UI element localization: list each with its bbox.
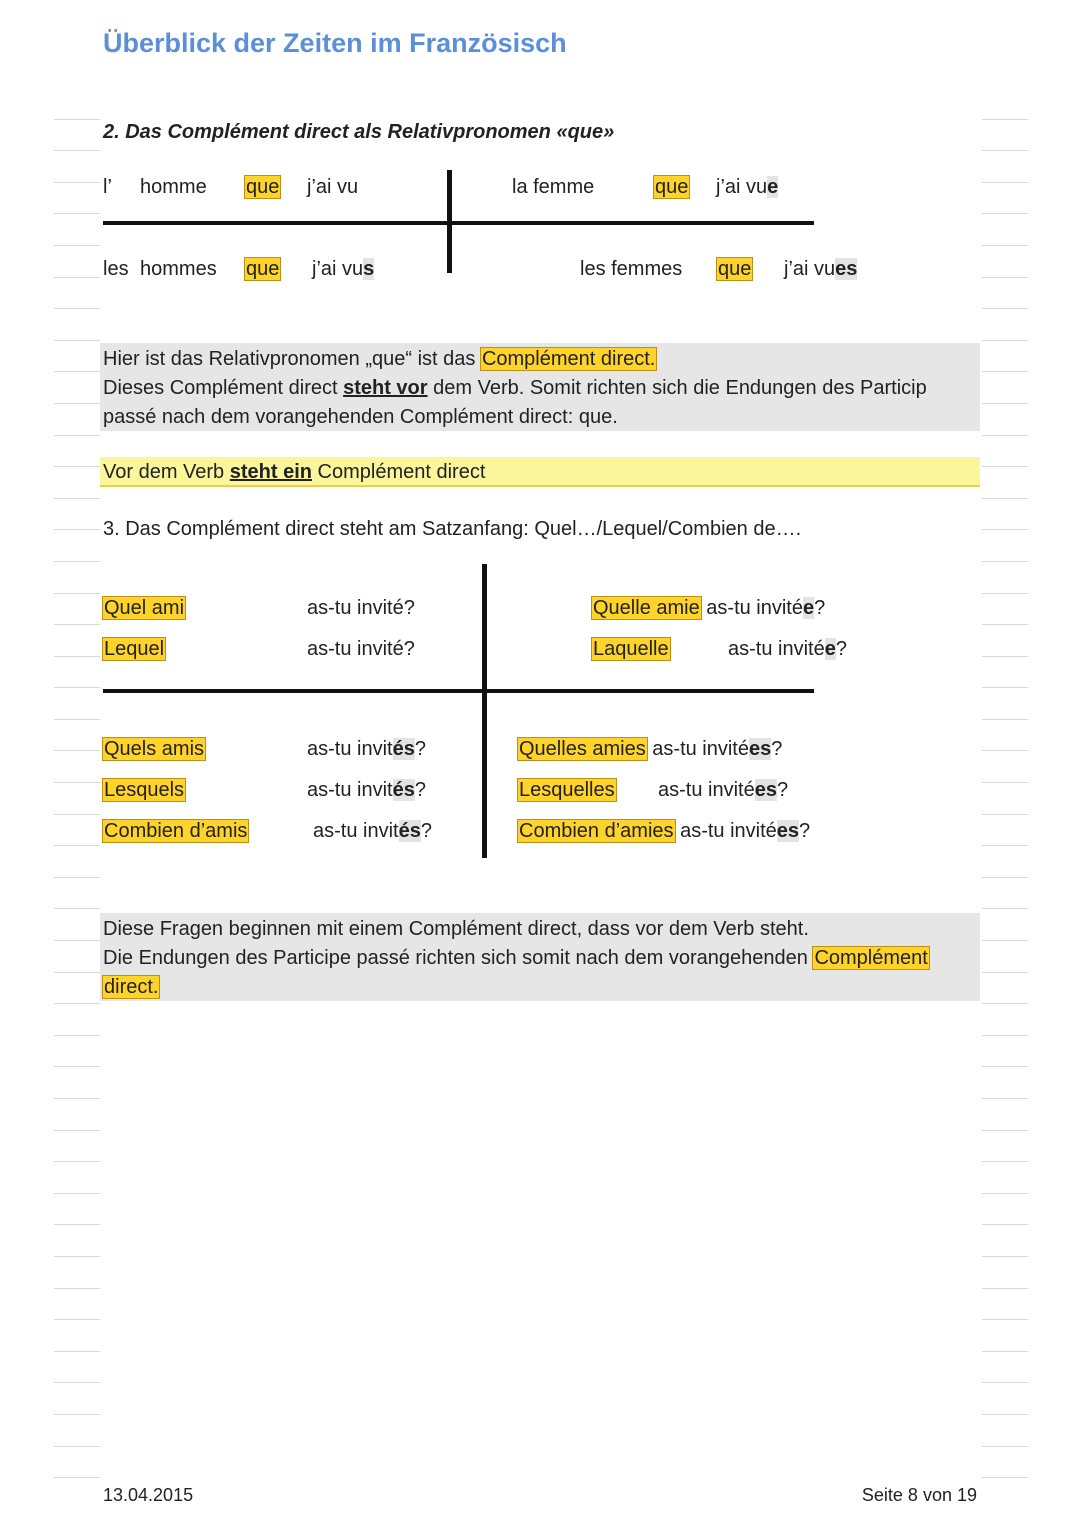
margin-rule-line	[982, 499, 1028, 531]
word-quel-ami: Quel ami	[104, 597, 185, 619]
margin-rule-line	[982, 815, 1028, 847]
margin-rule-line	[982, 1162, 1028, 1194]
margin-rule-line	[982, 467, 1028, 499]
word-lesquelles: Lesquelles	[519, 779, 615, 801]
article-l: l’	[103, 176, 112, 198]
noun-hommes: hommes	[140, 258, 217, 280]
margin-rule-line	[54, 1383, 100, 1415]
word-quelle-amie: Quelle amie	[593, 597, 700, 619]
margin-rule-line	[54, 1320, 100, 1352]
margin-rule-line	[54, 214, 100, 246]
margin-rule-line	[54, 1415, 100, 1447]
margin-rule-line	[982, 909, 1028, 941]
margin-rule-line	[982, 120, 1028, 152]
word-lesquels: Lesquels	[104, 779, 185, 801]
margin-rule-line	[54, 1194, 100, 1226]
margin-rule-line	[982, 1447, 1028, 1479]
margin-rule-line	[982, 1067, 1028, 1099]
verb-invites: as-tu invités?	[307, 738, 426, 760]
margin-rule-line	[982, 878, 1028, 910]
margin-rule-line	[982, 941, 1028, 973]
margin-rule-line	[982, 1194, 1028, 1226]
verb-jai-vus: j’ai vus	[312, 258, 375, 280]
margin-rule-line	[54, 688, 100, 720]
row-quelle-amie: Quelle amie as-tu invitée?	[593, 597, 826, 619]
grid-horizontal-line-2	[103, 689, 814, 693]
margin-rule-line	[54, 815, 100, 847]
margin-rule-line	[54, 120, 100, 152]
margin-rule-line	[54, 973, 100, 1005]
margin-rule-line	[54, 309, 100, 341]
margin-rule-line	[54, 846, 100, 878]
right-margin-lines	[982, 88, 1028, 1488]
direct-highlight: direct.	[104, 976, 159, 998]
margin-rule-line	[982, 404, 1028, 436]
explanation-line-3: passé nach dem vorangehenden Complément direct: que.	[103, 406, 618, 428]
margin-rule-line	[54, 404, 100, 436]
margin-rule-line	[54, 657, 100, 689]
word-combien-damies: Combien d’amies	[519, 820, 674, 842]
margin-rule-line	[982, 372, 1028, 404]
ending-e: e	[767, 176, 779, 198]
margin-rule-line	[982, 1352, 1028, 1384]
ending-es: és	[398, 820, 421, 842]
explanation-line-1: Hier ist das Relativpronomen „que“ ist das Complément direct.	[103, 348, 656, 370]
left-margin-lines	[54, 88, 100, 1488]
margin-rule-line	[982, 278, 1028, 310]
section-2-heading: 2. Das Complément direct als Relativpronomen «que»	[103, 121, 615, 143]
noun-la-femme: la femme	[512, 176, 595, 198]
margin-rule-line	[982, 1257, 1028, 1289]
margin-rule-line	[54, 878, 100, 910]
margin-rule-line	[982, 594, 1028, 626]
margin-rule-line	[54, 1131, 100, 1163]
verb-invitee: as-tu invitée?	[728, 638, 847, 660]
margin-rule-line	[982, 973, 1028, 1005]
margin-rule-line	[54, 151, 100, 183]
verb-invites: as-tu invités?	[307, 779, 426, 801]
margin-rule-line	[982, 530, 1028, 562]
margin-rule-line	[54, 783, 100, 815]
verb-jai-vues: j’ai vues	[784, 258, 858, 280]
margin-rule-line	[982, 1225, 1028, 1257]
margin-rule-line	[54, 1257, 100, 1289]
margin-rule-line	[54, 1067, 100, 1099]
margin-rule-line	[982, 625, 1028, 657]
margin-rule-line	[54, 1225, 100, 1257]
margin-rule-line	[54, 562, 100, 594]
margin-rule-line	[982, 214, 1028, 246]
margin-rule-line	[982, 151, 1028, 183]
grid-vertical-line-2	[482, 564, 487, 858]
grid-horizontal-line	[103, 221, 814, 225]
ending-es: es	[749, 738, 772, 760]
margin-rule-line	[982, 688, 1028, 720]
margin-rule-line	[982, 1004, 1028, 1036]
rule-text: Vor dem Verb steht ein Complément direct	[103, 461, 486, 483]
verb-jai-vu: j’ai vu	[307, 176, 359, 198]
margin-rule-line	[54, 594, 100, 626]
margin-rule-line	[54, 1289, 100, 1321]
ending-e: e	[803, 597, 815, 619]
margin-rule-line	[982, 246, 1028, 278]
word-laquelle: Laquelle	[593, 638, 669, 660]
margin-rule-line	[54, 909, 100, 941]
article-les: les	[103, 258, 129, 280]
margin-rule-line	[54, 88, 100, 120]
margin-rule-line	[54, 467, 100, 499]
margin-rule-line	[54, 246, 100, 278]
margin-rule-line	[982, 720, 1028, 752]
verb-jai-vue: j’ai vue	[716, 176, 779, 198]
margin-rule-line	[982, 1099, 1028, 1131]
footer-page-number: Seite 8 von 19	[861, 1485, 977, 1505]
margin-rule-line	[982, 1383, 1028, 1415]
margin-rule-line	[982, 341, 1028, 373]
word-quelles-amies: Quelles amies	[519, 738, 646, 760]
verb-invites: as-tu invités?	[313, 820, 432, 842]
section-3-heading: 3. Das Complément direct steht am Satzanfang: Quel…/Lequel/Combien de….	[103, 518, 802, 540]
margin-rule-line	[54, 1036, 100, 1068]
margin-rule-line	[982, 1415, 1028, 1447]
ending-es: es	[754, 779, 777, 801]
margin-rule-line	[54, 372, 100, 404]
que-highlight: que	[246, 258, 280, 280]
verb-invitees: as-tu invitées?	[658, 779, 789, 801]
explanation-line-2: Dieses Complément direct steht vor dem Verb. Somit richten sich die Endungen des Particip	[103, 377, 927, 399]
word-combien-damis: Combien d’amis	[104, 820, 248, 842]
ending-es: es	[835, 258, 858, 280]
margin-rule-line	[982, 1131, 1028, 1163]
row-quelles-amies: Quelles amies as-tu invitées?	[519, 738, 783, 760]
margin-rule-line	[54, 1352, 100, 1384]
margin-rule-line	[982, 183, 1028, 215]
que-highlight: que	[246, 176, 280, 198]
margin-rule-line	[982, 1289, 1028, 1321]
margin-rule-line	[982, 309, 1028, 341]
margin-rule-line	[54, 751, 100, 783]
complement-highlight: Complément	[814, 947, 928, 969]
verb-invite: as-tu invité?	[307, 597, 415, 619]
margin-rule-line	[982, 1320, 1028, 1352]
noun-homme: homme	[140, 176, 207, 198]
page-title: Überblick der Zeiten im Französisch	[103, 28, 567, 58]
footer-date: 13.04.2015	[103, 1485, 194, 1505]
word-lequel: Lequel	[104, 638, 165, 660]
ending-e: e	[824, 638, 836, 660]
margin-rule-line	[54, 1004, 100, 1036]
margin-rule-line	[54, 530, 100, 562]
ending-es: es	[776, 820, 800, 842]
margin-rule-line	[982, 846, 1028, 878]
steht-vor-emphasis: steht vor	[343, 377, 428, 399]
margin-rule-line	[54, 499, 100, 531]
margin-rule-line	[982, 783, 1028, 815]
ending-s: s	[363, 258, 375, 280]
row-combien-damies: Combien d’amies as-tu invitées?	[519, 820, 811, 842]
steht-ein-emphasis: steht ein	[229, 461, 312, 483]
margin-rule-line	[54, 625, 100, 657]
margin-rule-line	[982, 1036, 1028, 1068]
margin-rule-line	[54, 1162, 100, 1194]
margin-rule-line	[54, 1099, 100, 1131]
margin-rule-line	[54, 720, 100, 752]
word-quels-amis: Quels amis	[104, 738, 205, 760]
ending-es: és	[392, 779, 415, 801]
explanation2-line-1: Diese Fragen beginnen mit einem Complément direct, dass vor dem Verb steht.	[103, 918, 809, 940]
margin-rule-line	[54, 278, 100, 310]
margin-rule-line	[982, 562, 1028, 594]
verb-invite: as-tu invité?	[307, 638, 415, 660]
margin-rule-line	[54, 436, 100, 468]
noun-les-femmes: les femmes	[580, 258, 683, 280]
margin-rule-line	[982, 657, 1028, 689]
margin-rule-line	[54, 341, 100, 373]
margin-rule-line	[982, 88, 1028, 120]
margin-rule-line	[54, 183, 100, 215]
margin-rule-line	[54, 1447, 100, 1479]
margin-rule-line	[982, 436, 1028, 468]
explanation2-line-2: Die Endungen des Participe passé richten sich somit nach dem vorangehenden Complément	[103, 947, 928, 969]
grid-vertical-line	[447, 170, 452, 273]
ending-es: és	[392, 738, 415, 760]
que-highlight: que	[655, 176, 689, 198]
complement-direct-highlight: Complément direct.	[481, 348, 656, 370]
que-highlight: que	[718, 258, 752, 280]
margin-rule-line	[54, 941, 100, 973]
margin-rule-line	[982, 751, 1028, 783]
